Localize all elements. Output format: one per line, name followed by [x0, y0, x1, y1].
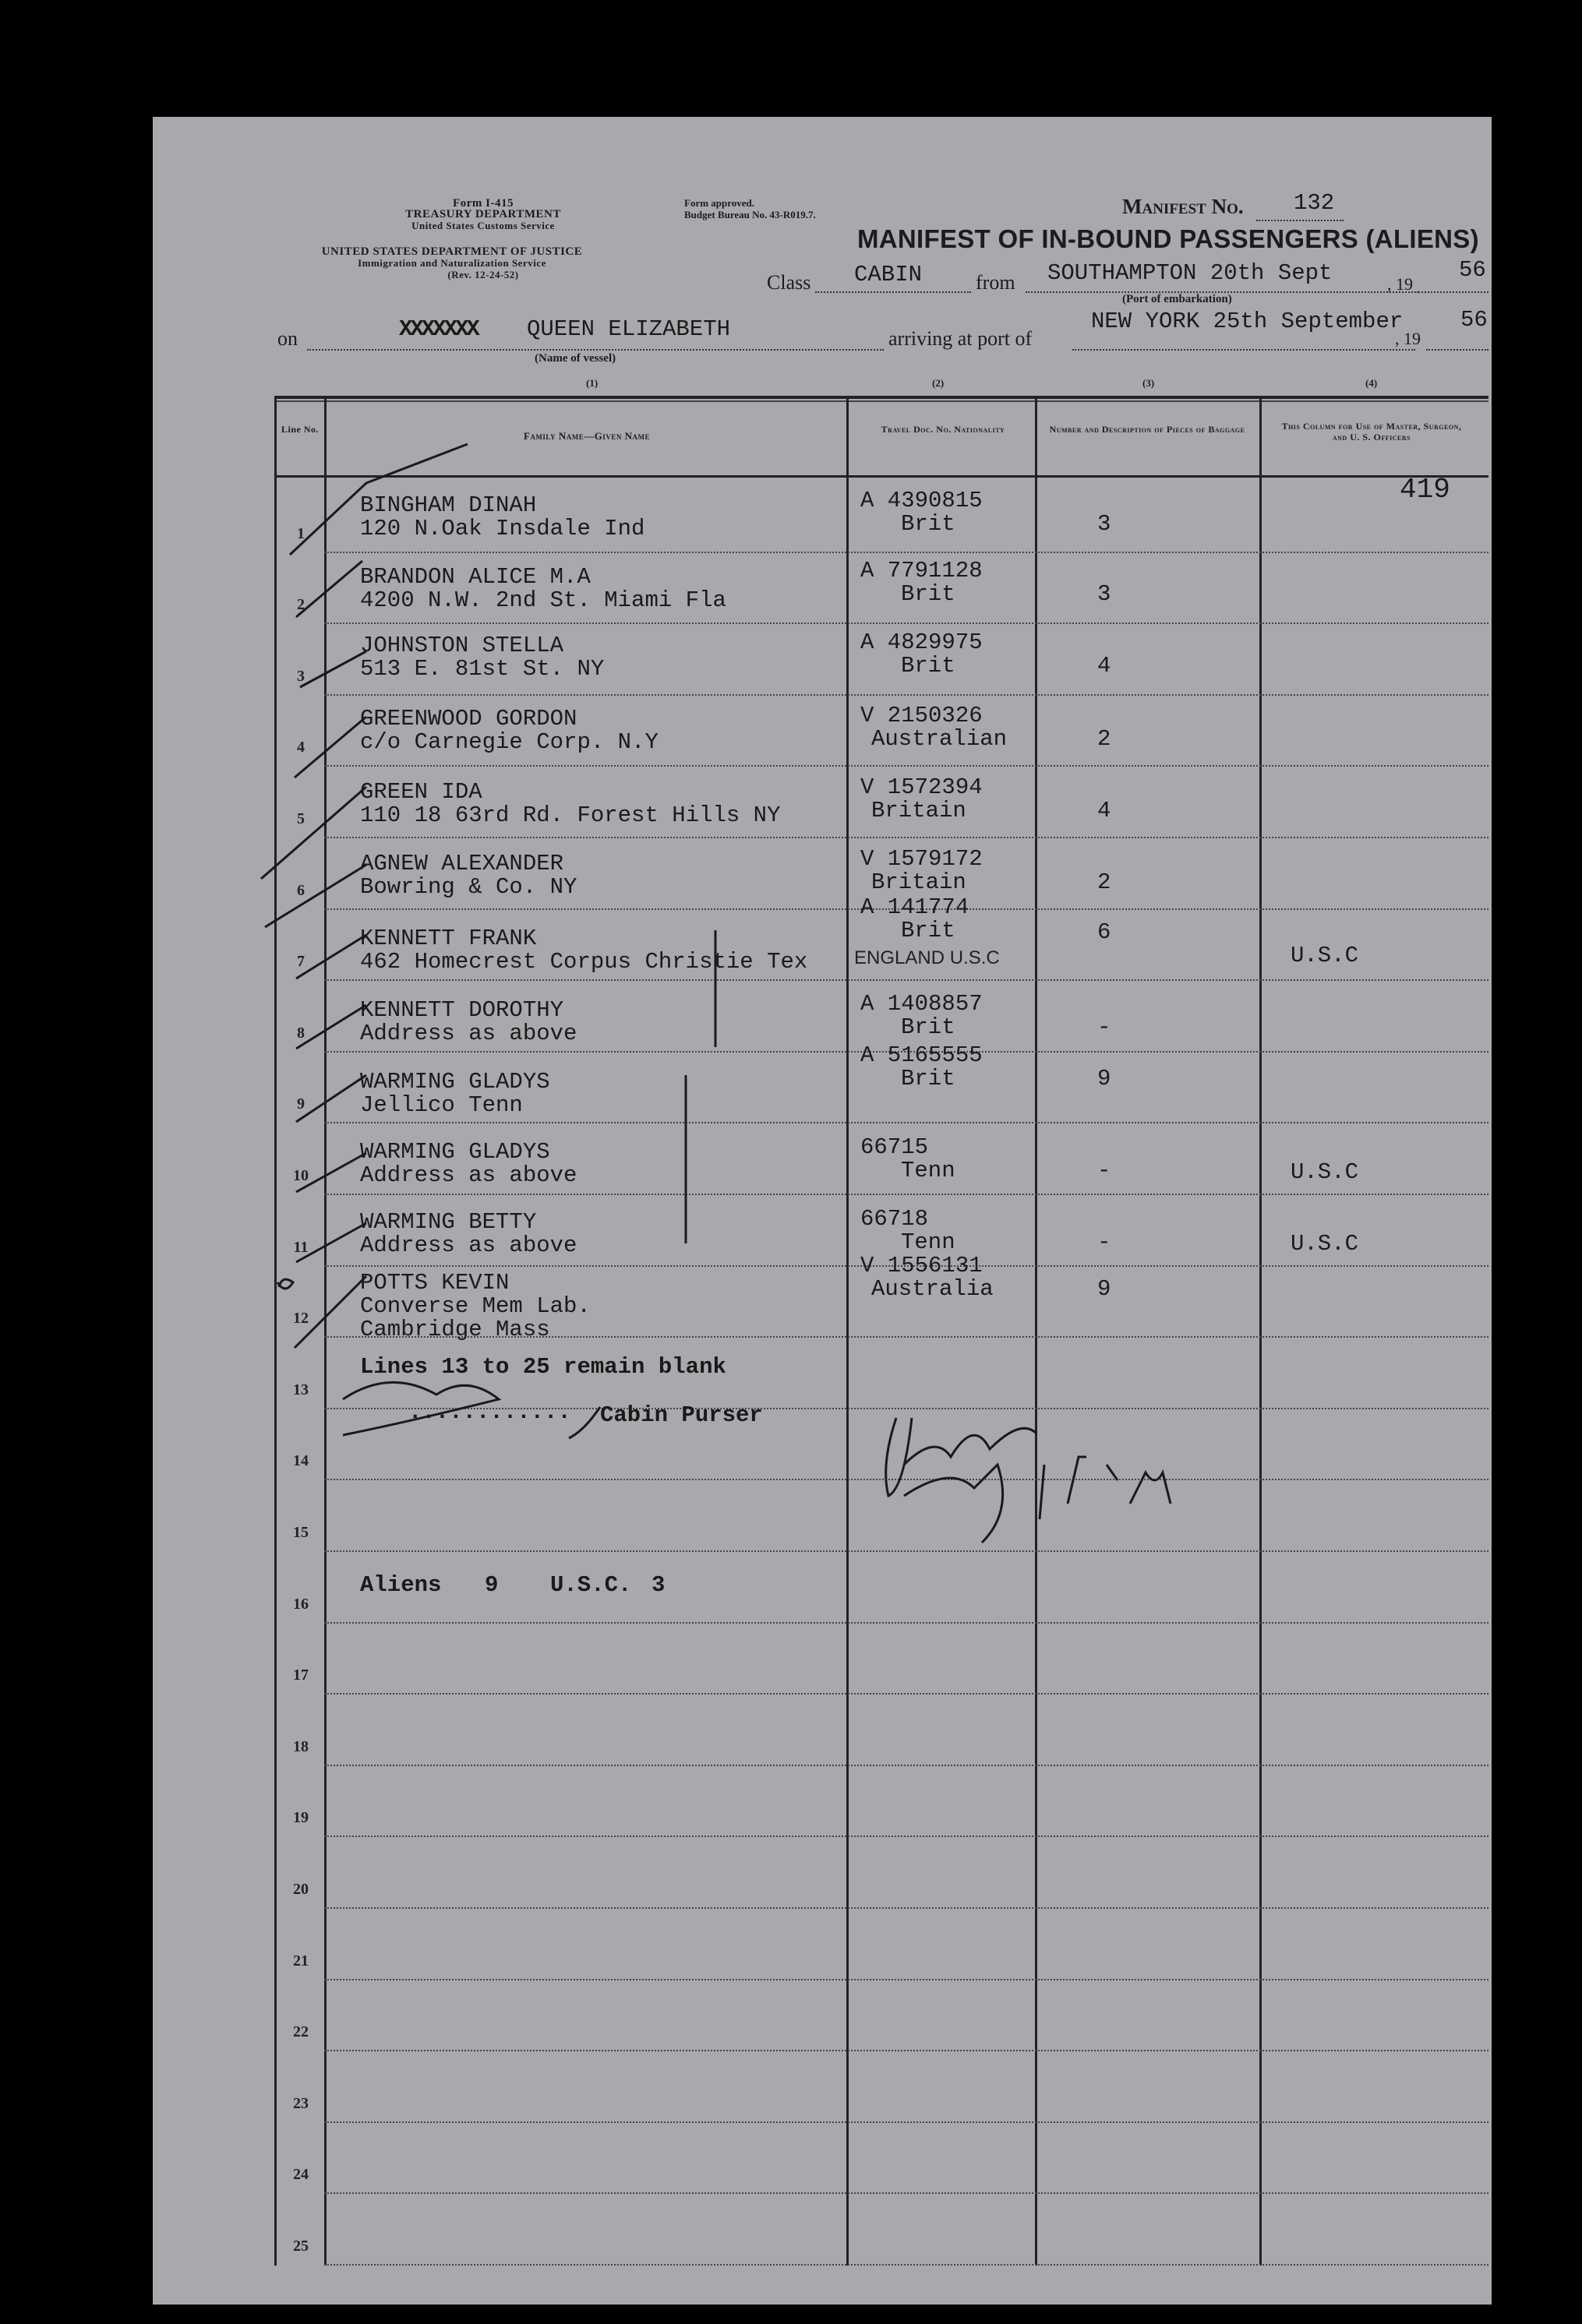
line-number: 22	[293, 2023, 309, 2040]
line-number: 12	[293, 1310, 309, 1327]
totals-usc-label: U.S.C.	[550, 1572, 632, 1598]
line-number: 5	[297, 810, 305, 827]
travel-doc-number: A 7791128	[860, 558, 983, 584]
baggage-count: 2	[1097, 869, 1111, 895]
travel-doc-number: V 1572394	[860, 774, 983, 800]
justice-dept: UNITED STATES DEPARTMENT OF JUSTICE	[321, 245, 583, 258]
arrival-year-prefix: , 19	[1395, 329, 1421, 348]
nationality: Brit	[901, 581, 955, 607]
passenger-address-2: Cambridge Mass	[360, 1317, 550, 1342]
travel-doc-number: V 1579172	[860, 846, 983, 872]
baggage-count: 9	[1097, 1276, 1111, 1302]
officer-note: U.S.C	[1291, 943, 1359, 968]
manifest-no-label: Manifest No.	[1122, 195, 1244, 218]
nationality: Brit	[901, 1014, 955, 1040]
nationality: Brit	[901, 918, 955, 943]
baggage-count: -	[1097, 1014, 1111, 1040]
nationality: Australian	[871, 726, 1008, 752]
passenger-name: BINGHAM DINAH	[360, 492, 537, 518]
travel-doc-number: A 141774	[860, 894, 969, 920]
class-label: Class	[767, 271, 811, 294]
passenger-address: 120 N.Oak Insdale Ind	[360, 516, 645, 541]
line-number: 13	[293, 1381, 309, 1398]
arriving-label: arriving at port of	[888, 327, 1033, 350]
header-line-no: Line No.	[281, 424, 319, 435]
nationality: Brit	[901, 653, 955, 679]
line-number: 4	[297, 739, 305, 756]
line-number: 17	[293, 1666, 309, 1684]
line-number: 2	[297, 596, 305, 613]
vessel-struck: XXXXXXX	[399, 316, 478, 342]
from-value: SOUTHAMPTON 20th Sept	[1047, 260, 1333, 286]
passenger-address: Address as above	[360, 1021, 577, 1046]
passenger-name: GREEN IDA	[360, 779, 482, 805]
passenger-name: WARMING GLADYS	[360, 1139, 550, 1165]
travel-doc-number: 66718	[860, 1206, 929, 1232]
class-value: CABIN	[854, 262, 923, 287]
purser-label: Cabin Purser	[600, 1402, 763, 1428]
ins-service: Immigration and Naturalization Service	[358, 257, 546, 269]
on-label: on	[277, 327, 298, 350]
year-prefix: , 19	[1387, 274, 1413, 294]
totals-usc: 3	[652, 1572, 666, 1598]
nationality: Britain	[871, 798, 966, 823]
form-approved: Form approved.	[684, 197, 755, 209]
passenger-name: AGNEW ALEXANDER	[360, 851, 564, 876]
treasury-dept: TREASURY DEPARTMENT	[405, 208, 561, 220]
nationality: Tenn	[901, 1158, 955, 1183]
form-revision: (Rev. 12-24-52)	[447, 269, 519, 280]
line-number: 7	[297, 953, 305, 970]
line-number: 20	[293, 1881, 309, 1898]
line-number: 10	[293, 1167, 309, 1184]
baggage-count: 9	[1097, 1066, 1111, 1091]
line-number: 8	[297, 1024, 305, 1042]
baggage-count: 4	[1097, 653, 1111, 679]
passenger-address: c/o Carnegie Corp. N.Y	[360, 729, 659, 755]
passenger-address: 462 Homecrest Corpus Christie Tex	[360, 949, 808, 975]
nationality: Brit	[901, 511, 955, 537]
baggage-count: 2	[1097, 726, 1111, 752]
passenger-address: Converse Mem Lab.	[360, 1293, 591, 1319]
baggage-count: -	[1097, 1229, 1111, 1255]
col-num-4: (4)	[1365, 377, 1378, 389]
passenger-address: 110 18 63rd Rd. Forest Hills NY	[360, 802, 781, 828]
vessel-name: QUEEN ELIZABETH	[527, 316, 731, 342]
travel-doc-number: A 1408857	[860, 991, 983, 1017]
customs-service: United States Customs Service	[411, 220, 555, 231]
passenger-address: 4200 N.W. 2nd St. Miami Fla	[360, 587, 726, 613]
header-officers: This Column for Use of Master, Surgeon, and U. S. Officers	[1281, 421, 1462, 443]
vessel-caption: (Name of vessel)	[535, 352, 616, 365]
line-number: 18	[293, 1738, 309, 1755]
travel-doc-number: V 1556131	[860, 1253, 983, 1278]
arriving-value: NEW YORK 25th September	[1091, 309, 1404, 334]
stamp-number: 419	[1400, 474, 1450, 506]
line-number: 23	[293, 2095, 309, 2112]
arrival-year-value: 56	[1460, 307, 1488, 333]
line-number: 3	[297, 668, 305, 685]
line-number: 6	[297, 882, 305, 899]
totals-aliens-label: Aliens	[360, 1572, 442, 1598]
line-number: 9	[297, 1095, 305, 1113]
line-number: 19	[293, 1809, 309, 1826]
row7-overwrite: ENGLAND U.S.C	[854, 947, 1000, 968]
passenger-address: 513 E. 81st St. NY	[360, 656, 605, 682]
line-number: 11	[293, 1239, 309, 1256]
budget-bureau: Budget Bureau No. 43-R019.7.	[684, 209, 816, 220]
nationality: Britain	[871, 869, 966, 895]
travel-doc-number: A 5165555	[860, 1042, 983, 1068]
col-num-2: (2)	[932, 377, 945, 389]
passenger-address: Address as above	[360, 1162, 577, 1188]
line-number: 16	[293, 1596, 309, 1613]
manifest-no-value: 132	[1294, 190, 1335, 216]
purser-dots: ............	[408, 1399, 571, 1425]
officer-note: U.S.C	[1291, 1231, 1359, 1257]
passenger-name: POTTS KEVIN	[360, 1270, 510, 1296]
baggage-count: -	[1097, 1158, 1111, 1183]
line-number: 14	[293, 1452, 309, 1469]
port-embark-caption: (Port of embarkation)	[1122, 293, 1232, 305]
line-number: 15	[293, 1524, 309, 1541]
passenger-name: KENNETT DOROTHY	[360, 997, 564, 1023]
officer-note: U.S.C	[1291, 1159, 1359, 1185]
passenger-name: JOHNSTON STELLA	[360, 633, 564, 658]
header-name: Family Name—Given Name	[523, 430, 650, 442]
header-baggage: Number and Description of Pieces of Baggage	[1049, 424, 1245, 435]
passenger-name: GREENWOOD GORDON	[360, 706, 577, 732]
form-number: Form I-415	[453, 197, 514, 210]
nationality: Tenn	[901, 1229, 955, 1255]
travel-doc-number: A 4829975	[860, 629, 983, 655]
line-number: 1	[297, 525, 305, 542]
passenger-name: BRANDON ALICE M.A	[360, 564, 591, 590]
blank-note: Lines 13 to 25 remain blank	[360, 1354, 726, 1380]
baggage-count: 3	[1097, 581, 1111, 607]
line-number: 24	[293, 2166, 309, 2183]
baggage-count: 4	[1097, 798, 1111, 823]
passenger-address: Jellico Tenn	[360, 1092, 523, 1118]
line-number: 25	[293, 2238, 309, 2255]
passenger-name: WARMING GLADYS	[360, 1069, 550, 1095]
passenger-address: Bowring & Co. NY	[360, 874, 577, 900]
manifest-title: MANIFEST OF IN-BOUND PASSENGERS (ALIENS)	[857, 224, 1479, 253]
passenger-name: KENNETT FRANK	[360, 926, 537, 951]
passenger-address: Address as above	[360, 1233, 577, 1258]
nationality: Brit	[901, 1066, 955, 1091]
baggage-count: 6	[1097, 919, 1111, 945]
col-num-3: (3)	[1142, 377, 1155, 389]
line-number: 21	[293, 1952, 309, 1970]
travel-doc-number: V 2150326	[860, 703, 983, 728]
totals-aliens: 9	[485, 1572, 499, 1598]
col-num-1: (1)	[586, 377, 599, 389]
header-travel-doc: Travel Doc. No. Nationality	[881, 424, 1005, 435]
from-label: from	[976, 271, 1015, 294]
travel-doc-number: A 4390815	[860, 488, 983, 513]
travel-doc-number: 66715	[860, 1134, 929, 1160]
passenger-name: WARMING BETTY	[360, 1209, 537, 1235]
baggage-count: 3	[1097, 511, 1111, 537]
nationality: Australia	[871, 1276, 994, 1302]
year-value: 56	[1459, 257, 1486, 283]
